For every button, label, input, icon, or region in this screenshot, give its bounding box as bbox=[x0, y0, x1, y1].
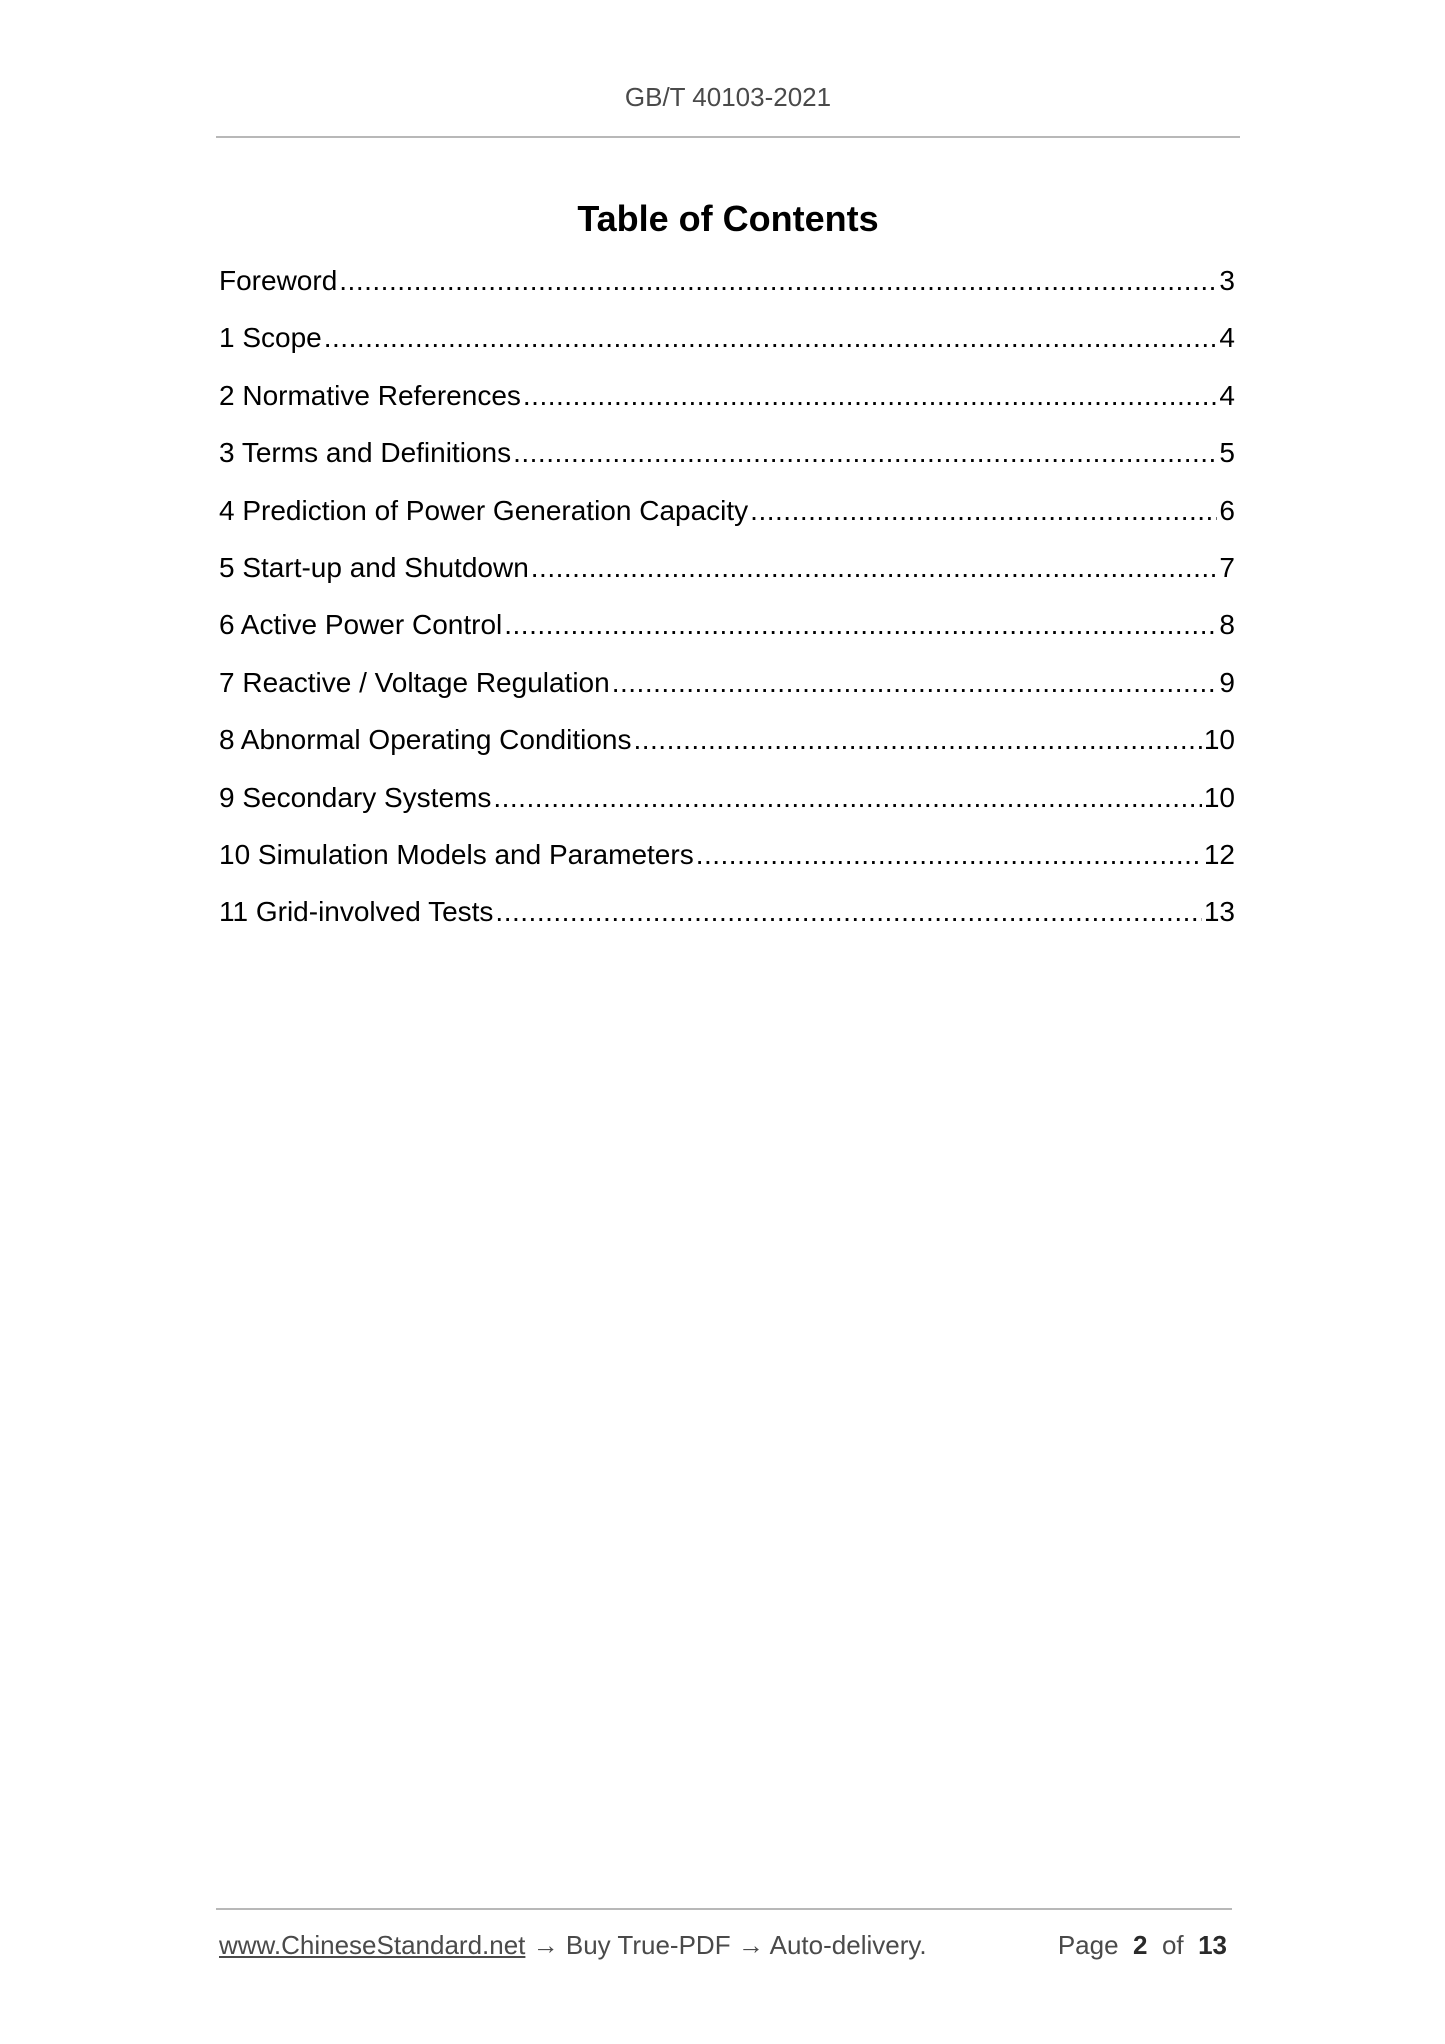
toc-entry-page: 13 bbox=[1203, 896, 1235, 928]
toc-entry-normative-references[interactable] bbox=[219, 380, 1235, 437]
toc-dot-leader bbox=[504, 609, 1217, 641]
auto-delivery-text: Auto-delivery. bbox=[769, 1930, 927, 1960]
footer-promo bbox=[219, 1930, 927, 1961]
arrow-right-icon: → bbox=[737, 1930, 764, 1960]
toc-entry-label: 5 Start-up and Shutdown bbox=[219, 551, 529, 583]
toc-dot-leader bbox=[495, 896, 1201, 928]
toc-dot-leader bbox=[493, 782, 1202, 814]
toc-entry-page: 12 bbox=[1203, 838, 1235, 870]
toc-entry-page: 6 bbox=[1219, 494, 1235, 526]
toc-entry-terms-and-definitions[interactable] bbox=[219, 437, 1235, 494]
toc-entry-label: 3 Terms and Definitions bbox=[219, 437, 512, 469]
toc-entry-secondary-systems[interactable] bbox=[219, 782, 1235, 839]
toc-dot-leader bbox=[531, 552, 1218, 584]
buy-pdf-text: Buy True-PDF bbox=[565, 1930, 731, 1960]
total-page-count: 13 bbox=[1198, 1930, 1227, 1960]
toc-dot-leader bbox=[612, 667, 1218, 699]
toc-entry-page: 4 bbox=[1219, 322, 1235, 354]
toc-entry-label: 2 Normative References bbox=[219, 379, 521, 411]
of-word: of bbox=[1161, 1930, 1184, 1960]
toc-entry-page: 10 bbox=[1203, 724, 1235, 756]
toc-entry-page: 7 bbox=[1219, 551, 1235, 583]
toc-entry-page: 9 bbox=[1219, 666, 1235, 698]
toc-entry-label: 11 Grid-involved Tests bbox=[219, 896, 494, 928]
header-divider bbox=[216, 136, 1240, 138]
page-word: Page bbox=[1057, 1930, 1119, 1960]
toc-entry-label: 10 Simulation Models and Parameters bbox=[219, 838, 694, 870]
toc-entry-label: 9 Secondary Systems bbox=[219, 781, 492, 813]
chinesestandard-link[interactable]: www.ChineseStandard.net bbox=[219, 1930, 526, 1960]
toc-entry-label: 7 Reactive / Voltage Regulation bbox=[219, 666, 610, 698]
toc-entry-label: 8 Abnormal Operating Conditions bbox=[219, 724, 632, 756]
toc-entry-foreword[interactable] bbox=[219, 265, 1235, 322]
page-indicator bbox=[1058, 1930, 1227, 1961]
toc-entry-page: 5 bbox=[1219, 437, 1235, 469]
toc-entry-scope[interactable] bbox=[219, 322, 1235, 379]
toc-entry-startup-shutdown[interactable] bbox=[219, 552, 1235, 609]
arrow-right-icon: → bbox=[532, 1930, 559, 1960]
toc-dot-leader bbox=[339, 265, 1217, 297]
toc-dot-leader bbox=[513, 437, 1217, 469]
toc-entry-label: 4 Prediction of Power Generation Capacity bbox=[219, 494, 749, 526]
toc-dot-leader bbox=[696, 839, 1202, 871]
toc-entry-simulation-models[interactable] bbox=[219, 839, 1235, 896]
toc-entry-label: 1 Scope bbox=[219, 322, 322, 354]
current-page-number: 2 bbox=[1133, 1930, 1148, 1960]
toc-entry-page: 3 bbox=[1219, 265, 1235, 296]
toc-entry-page: 10 bbox=[1203, 781, 1235, 813]
toc-entry-grid-involved-tests[interactable] bbox=[219, 896, 1235, 953]
toc-list bbox=[219, 265, 1235, 954]
toc-dot-leader bbox=[633, 724, 1201, 756]
toc-entry-page: 8 bbox=[1219, 609, 1235, 641]
footer-divider bbox=[216, 1908, 1232, 1910]
toc-entry-active-power-control[interactable] bbox=[219, 609, 1235, 666]
toc-entry-power-generation-prediction[interactable] bbox=[219, 495, 1235, 552]
toc-title: Table of Contents bbox=[577, 198, 879, 239]
toc-dot-leader bbox=[523, 380, 1218, 412]
toc-entry-page: 4 bbox=[1219, 379, 1235, 411]
toc-dot-leader bbox=[324, 322, 1218, 354]
toc-dot-leader bbox=[750, 495, 1217, 527]
toc-entry-abnormal-operating-conditions[interactable] bbox=[219, 724, 1235, 781]
toc-entry-label: 6 Active Power Control bbox=[219, 609, 503, 641]
document-code-header: GB/T 40103-2021 bbox=[624, 82, 832, 112]
toc-entry-label: Foreword bbox=[219, 265, 338, 296]
toc-entry-reactive-voltage-regulation[interactable] bbox=[219, 667, 1235, 724]
